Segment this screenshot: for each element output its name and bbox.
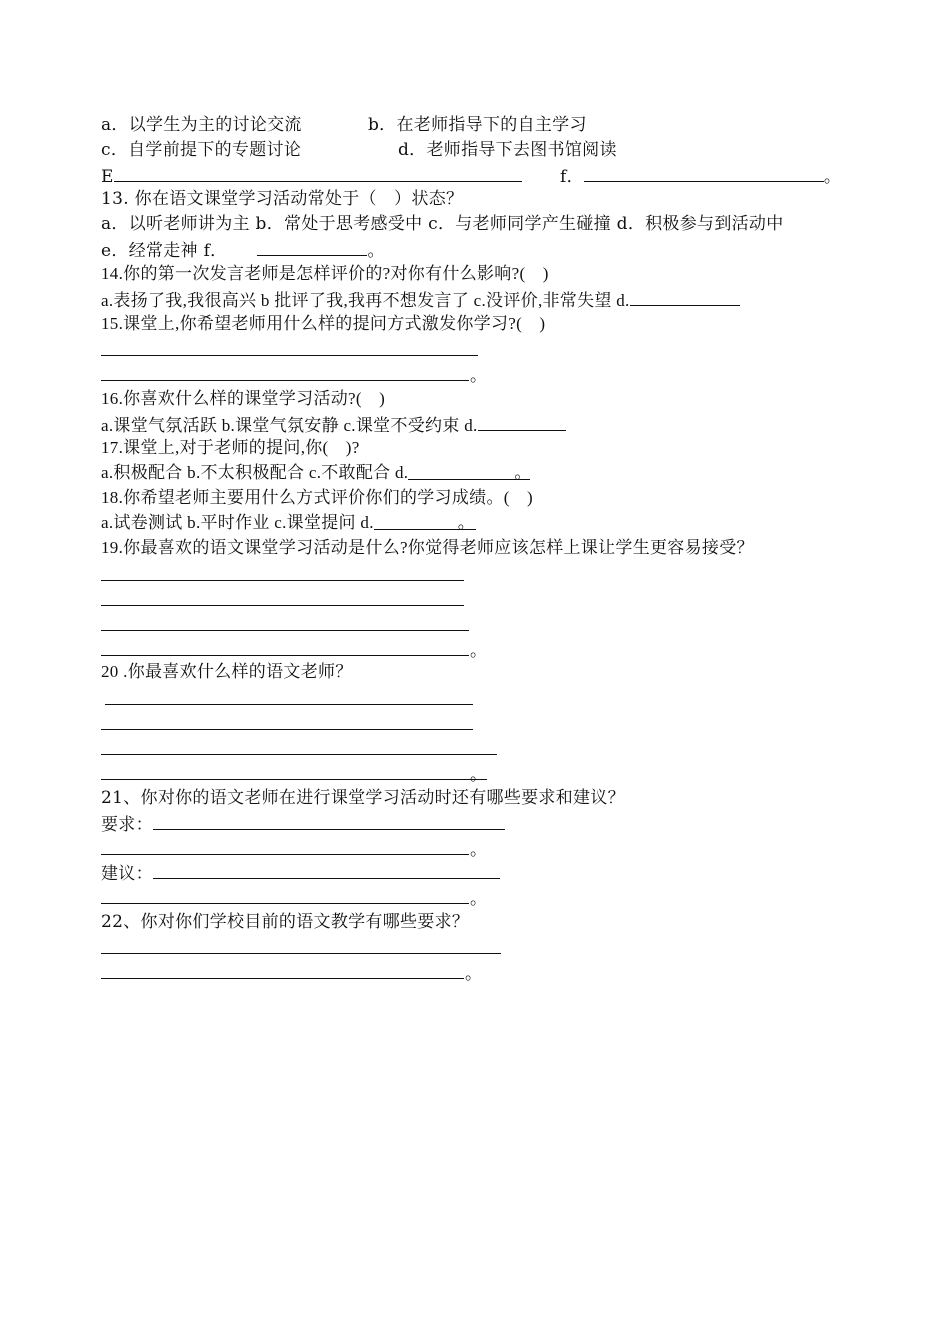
q20-question: 20 .你最喜欢什么样的语文老师？ — [101, 662, 353, 681]
q21-suggestion-line-2[interactable] — [101, 903, 469, 904]
q20-end-mark: 。 — [470, 765, 487, 785]
q21-requirement-blank[interactable] — [153, 813, 505, 830]
q21-suggestion-label: 建议： — [101, 864, 153, 884]
q13-f-blank[interactable] — [257, 239, 367, 256]
q18-options-row — [101, 513, 476, 533]
q12-option-f-label: f． — [560, 167, 584, 187]
q15-end-mark: 。 — [470, 366, 487, 386]
q21-question: 21、你对你的语文老师在进行课堂学习活动时还有哪些要求和建议？ — [101, 788, 625, 808]
q19-end-mark: 。 — [470, 641, 487, 661]
q21-suggestion-blank[interactable] — [153, 862, 500, 879]
q20-answer-line-4[interactable] — [101, 779, 487, 780]
q12-option-e-row — [101, 165, 522, 187]
q22-question: 22、你对你们学校目前的语文教学有哪些要求？ — [101, 912, 470, 932]
q17-options-row — [101, 463, 530, 483]
q13-options-row2 — [101, 239, 385, 261]
q14-question: 14.你的第一次发言老师是怎样评价的?对你有什么影响?( ) — [101, 264, 549, 283]
q22-answer-line-1[interactable] — [101, 953, 501, 954]
q12-f-blank[interactable] — [584, 165, 824, 182]
q19-answer-line-4[interactable] — [101, 655, 469, 656]
q17-end-mark: 。 — [514, 463, 532, 482]
q13-options: a．以听老师讲为主 b．常处于思考感受中 c．与老师同学产生碰撞 d．积极参与到活动中 — [101, 214, 784, 234]
q21-requirement-line-2[interactable] — [101, 854, 469, 855]
q16-options: a.课堂气氛活跃 b.课堂气氛安静 c.课堂不受约束 d. — [101, 416, 478, 435]
q13-end-mark: 。 — [367, 241, 385, 261]
q21-suggestion-end-mark: 。 — [470, 889, 487, 909]
q20-answer-line-2[interactable] — [101, 729, 473, 730]
q13-options-2: e．经常走神 f． — [101, 241, 228, 261]
q20-answer-line-1[interactable] — [105, 704, 473, 705]
q16-question: 16.你喜欢什么样的课堂学习活动?( ) — [101, 389, 386, 408]
q15-question: 15.课堂上,你希望老师用什么样的提问方式激发你学习?( ) — [101, 314, 546, 333]
q19-answer-line-2[interactable] — [101, 605, 464, 606]
q12-end-mark: 。 — [823, 167, 842, 187]
q17-question: 17.课堂上,对于老师的提问,你( )? — [101, 438, 360, 457]
q14-d-blank[interactable] — [630, 289, 740, 306]
q16-options-row — [101, 414, 566, 436]
q12-option-e-label: E — [101, 167, 114, 187]
q12-option-a: a．以学生为主的讨论交流 — [101, 115, 302, 135]
q19-answer-line-3[interactable] — [101, 630, 469, 631]
q21-suggestion-row — [101, 862, 500, 884]
q20-answer-line-3[interactable] — [101, 754, 497, 755]
q18-question: 18.你希望老师主要用什么方式评价你们的学习成绩。( ) — [101, 488, 533, 507]
q18-d-blank[interactable] — [374, 513, 476, 530]
q21-requirement-row — [101, 813, 505, 835]
q19-answer-line-1[interactable] — [101, 580, 464, 581]
q15-answer-line-1[interactable] — [101, 355, 478, 356]
q21-requirement-label: 要求： — [101, 815, 153, 835]
q22-end-mark: 。 — [465, 964, 482, 984]
q14-options: a.表扬了我,我很高兴 b 批评了我,我再不想发言了 c.没评价,非常失望 d. — [101, 291, 630, 310]
q16-d-blank[interactable] — [478, 414, 566, 431]
q15-answer-line-2[interactable] — [101, 380, 469, 381]
q12-option-b: b．在老师指导下的自主学习 — [368, 115, 587, 135]
q17-d-blank[interactable] — [408, 463, 530, 480]
q22-answer-line-2[interactable] — [101, 978, 464, 979]
q12-e-blank[interactable] — [114, 165, 522, 182]
q12-option-f-row — [560, 165, 841, 187]
q19-question: 19.你最喜欢的语文课堂学习活动是什么?你觉得老师应该怎样上课让学生更容易接受？ — [101, 538, 754, 557]
q14-options-row — [101, 289, 740, 311]
q12-option-c: c．自学前提下的专题讨论 — [101, 140, 302, 160]
q17-options: a.积极配合 b.不太积极配合 c.不敢配合 d. — [101, 463, 409, 482]
q21-requirement-end-mark: 。 — [470, 840, 487, 860]
q12-option-d: d．老师指导下去图书馆阅读 — [398, 140, 617, 160]
q13-question: 13. 你在语文课堂学习活动常处于（ ）状态？ — [101, 189, 464, 209]
q18-end-mark: 。 — [457, 513, 476, 532]
q18-options: a.试卷测试 b.平时作业 c.课堂提问 d. — [101, 513, 374, 532]
